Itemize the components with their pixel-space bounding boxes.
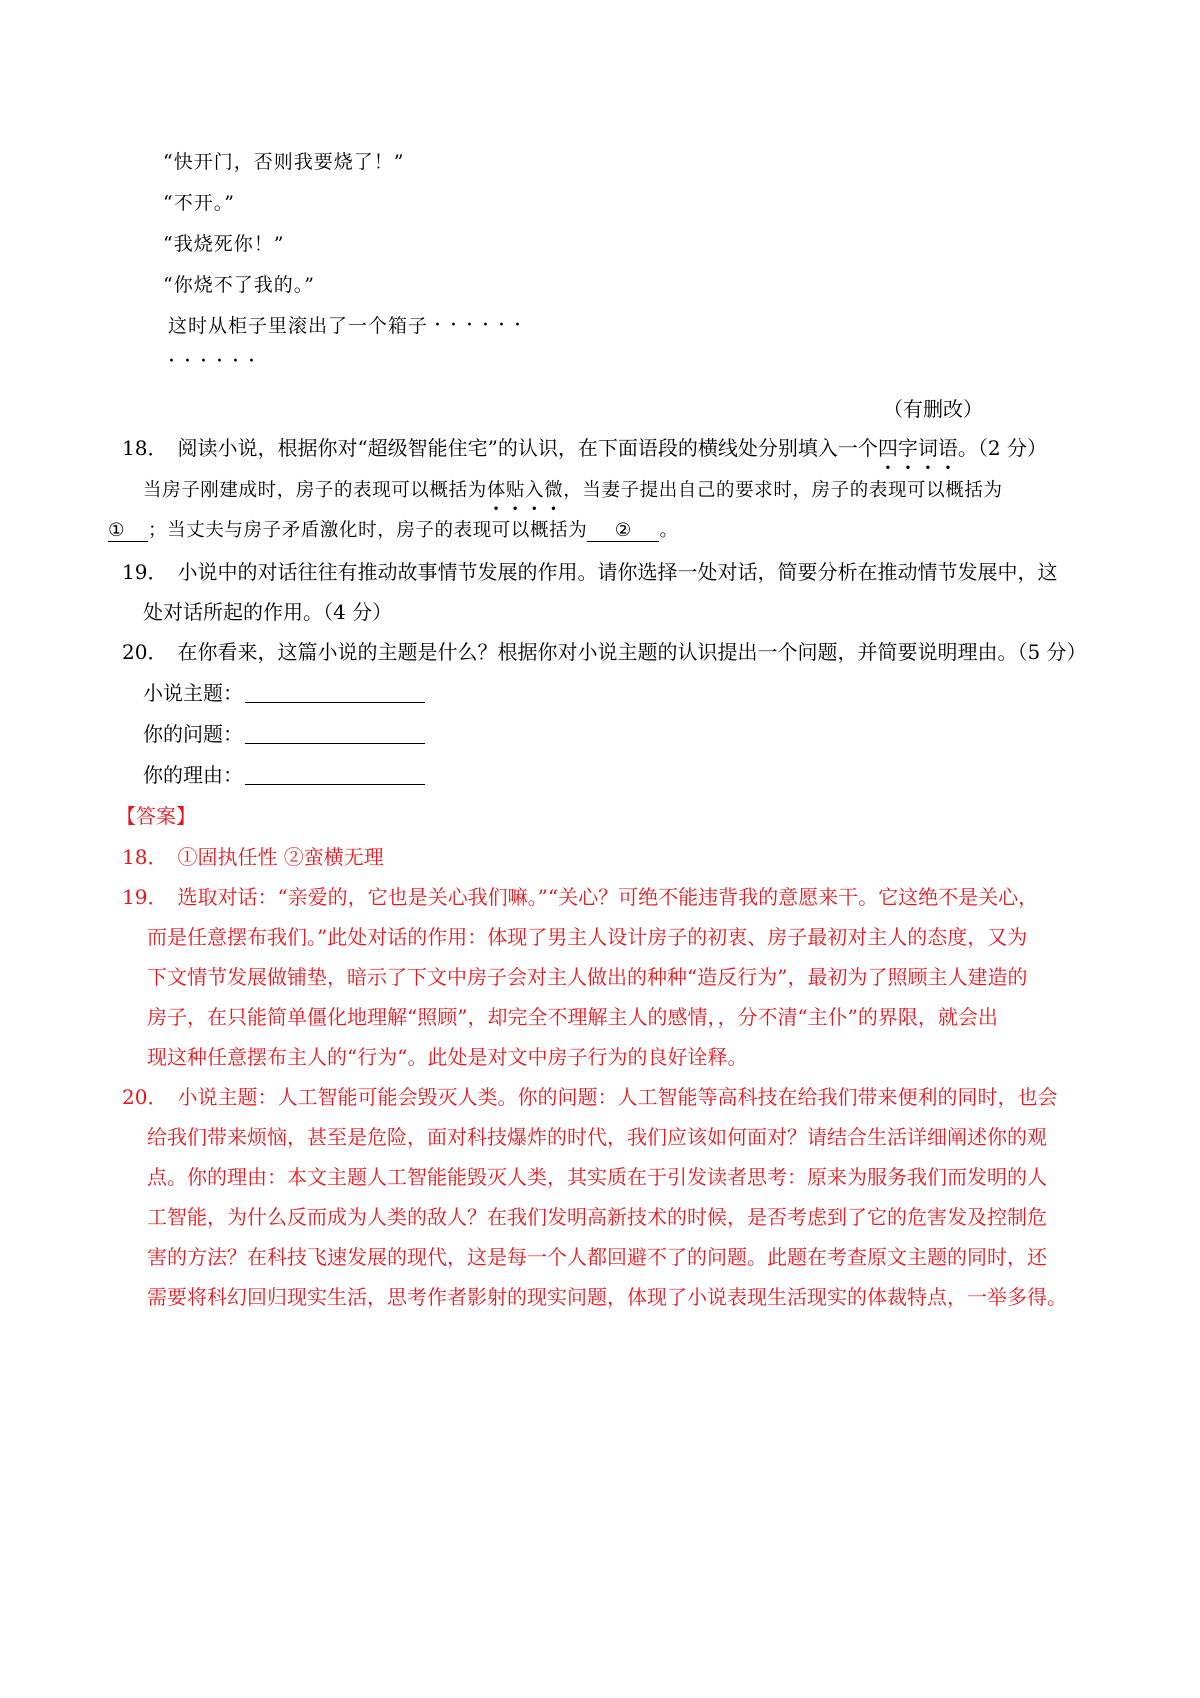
field-label: 你的问题： <box>143 722 243 746</box>
question-18-passage-line-2 <box>108 516 678 542</box>
answer-header: 【答案】 <box>116 804 196 828</box>
answer-blank-1[interactable]: ① <box>108 520 148 542</box>
emphasis-char: 四 <box>877 436 898 460</box>
ellipsis-1: ······ <box>434 313 530 338</box>
question-18 <box>122 432 1047 461</box>
answer-20-text: 小说主题：人工智能可能会毁灭人类。你的问题：人工智能等高科技在给我们带来便利的同时，也会 <box>177 1085 1058 1109</box>
answer-19-line-2: 而是任意摆布我们。”此处对话的作用：体现了男主人设计房子的初衷、房子最初对主人的态度，又为 <box>147 925 1028 949</box>
emphasis-char: 体 <box>486 480 506 501</box>
field-label: 你的理由： <box>143 763 243 787</box>
question-number: 20． <box>122 640 168 664</box>
question-18-text-b: 。（2 分） <box>957 436 1047 460</box>
question-number: 18． <box>122 436 168 460</box>
theme-field <box>143 677 425 706</box>
dialogue-line-4: “你烧不了我的。” <box>163 274 315 296</box>
answer-20-line-6: 需要将科幻回归现实生活，思考作者影射的现实问题，体现了小说表现生活现实的体裁特点，一举多得。 <box>147 1285 1067 1309</box>
question-19 <box>122 556 1057 585</box>
answer-19-text: 选取对话：“亲爱的，它也是关心我们嘛。”“关心？可绝不能违背我的意愿来干。它这绝不是关心， <box>177 885 1039 909</box>
answer-20-line-5: 害的方法？在科技飞速发展的现代，这是每一个人都回避不了的问题。此题在考查原文主题的同时，还 <box>147 1245 1047 1269</box>
answer-18-text: ①固执任性 ②蛮横无理 <box>177 845 384 869</box>
passage-text: 当房子刚建成时，房子的表现可以概括为 <box>143 480 487 501</box>
question-18-text-a: 阅读小说，根据你对“超级智能住宅”的认识，在下面语段的横线处分别填入一个 <box>177 436 878 460</box>
passage-text: ，当妻子提出自己的要求时，房子的表现可以概括为 <box>563 480 1003 501</box>
emphasis-char: 词 <box>917 436 938 460</box>
question-19-text-cont: 处对话所起的作用。（4 分） <box>143 600 393 624</box>
question-number: 19． <box>122 560 168 584</box>
reason-field <box>143 759 425 788</box>
field-label: 小说主题： <box>143 681 243 705</box>
dialogue-line-2: “不开。” <box>163 192 235 214</box>
question-18-passage-line-1 <box>143 476 1003 502</box>
question-field <box>143 718 425 747</box>
answer-20-line-4: 工智能，为什么反而成为人类的敌人？在我们发明高新技术的时候，是否考虑到了它的危害发及控制危 <box>147 1205 1047 1229</box>
dialogue-line-3: “我烧死你！” <box>163 233 285 255</box>
answer-20-line-1 <box>122 1081 1057 1110</box>
passage-text: ；当丈夫与房子矛盾激化时，房子的表现可以概括为 <box>148 520 588 541</box>
source-note: （有删改） <box>883 397 983 421</box>
answer-18 <box>122 841 384 870</box>
answer-20-line-3: 点。你的理由：本文主题人工智能能毁灭人类，其实质在于引发读者思考：原来为服务我们而发明的人 <box>147 1165 1047 1189</box>
answer-19-line-3: 下文情节发展做铺垫，暗示了下文中房子会对主人做出的种种“造反行为”，最初为了照顾主人建造的 <box>147 965 1028 989</box>
answer-number: 20． <box>122 1085 168 1109</box>
question-19-text: 小说中的对话往往有推动故事情节发展的作用。请你选择一处对话，简要分析在推动情节发展中，这 <box>177 560 1058 584</box>
theme-answer-line[interactable] <box>245 701 425 703</box>
narration-line <box>168 311 530 338</box>
reason-answer-line[interactable] <box>245 783 425 785</box>
question-answer-line[interactable] <box>245 742 425 744</box>
emphasis-char: 贴 <box>505 480 526 501</box>
answer-number: 18． <box>122 845 168 869</box>
narration-text: 这时从柜子里滚出了一个箱子 <box>168 315 429 337</box>
answer-20-line-2: 给我们带来烦恼，甚至是危险，面对科技爆炸的时代，我们应该如何面对？请结合生活详细阐述你的观 <box>147 1125 1047 1149</box>
answer-19-line-4: 房子，在只能简单僵化地理解“照顾”，却完全不理解主人的感情，，分不清“主仆”的界限，就会出 <box>147 1005 998 1029</box>
ellipsis-2: ······ <box>168 349 264 374</box>
answer-19-line-5: 现这种任意摆布主人的“行为“。此处是对文中房子行为的良好诠释。 <box>147 1045 748 1069</box>
emphasis-char: 字 <box>897 436 918 460</box>
emphasis-char: 微 <box>544 480 564 501</box>
dialogue-line-1: “快开门，否则我要烧了！” <box>163 151 405 173</box>
answer-number: 19． <box>122 885 168 909</box>
answer-19-line-1 <box>122 881 1038 910</box>
emphasis-char: 语 <box>937 436 958 460</box>
emphasis-char: 入 <box>525 480 545 501</box>
answer-blank-2[interactable]: ② <box>587 520 659 542</box>
question-20-text: 在你看来，这篇小说的主题是什么？根据你对小说主题的认识提出一个问题，并简要说明理由。（5 分） <box>177 640 1087 664</box>
passage-text: 。 <box>659 520 679 541</box>
question-20 <box>122 636 1087 665</box>
